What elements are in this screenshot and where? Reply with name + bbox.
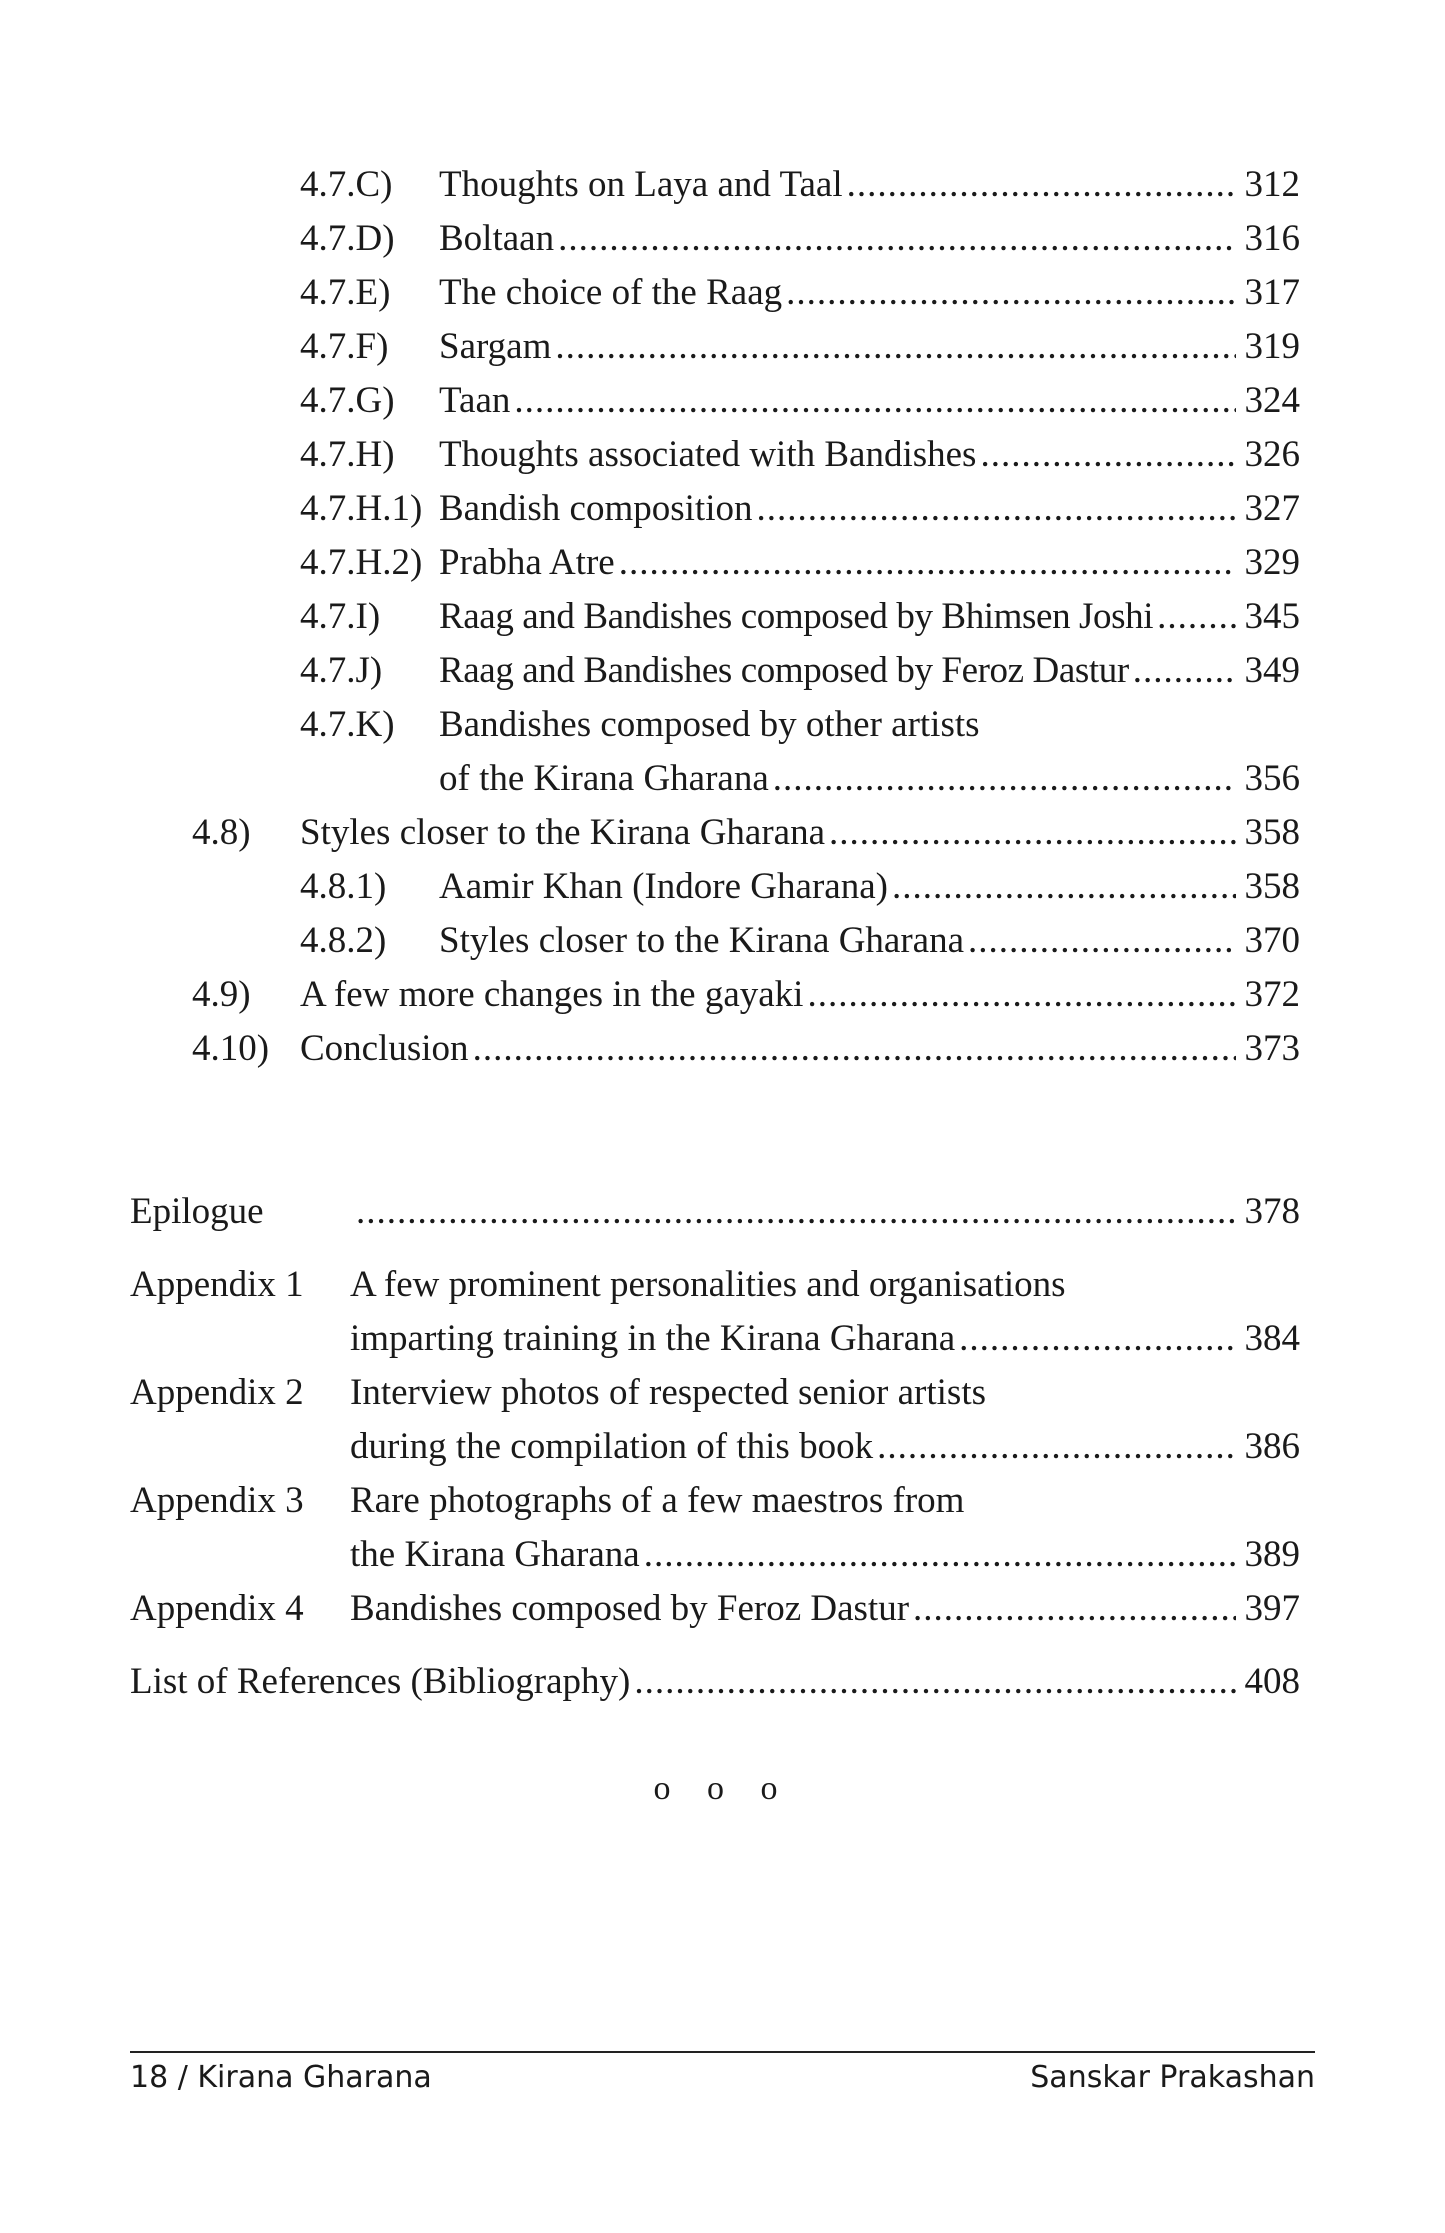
toc-entry-4-7-k <box>300 698 1300 752</box>
entry-title: Bandishes composed by Feroz Dastur <box>350 1588 910 1629</box>
dot-leader <box>752 482 1236 536</box>
toc-entry-4-7-h-2 <box>300 536 1300 590</box>
dot-leader <box>615 536 1236 590</box>
entry-title: List of References (Bibliography) <box>130 1661 631 1702</box>
entry-label: Appendix 2 <box>130 1372 304 1413</box>
entry-page-number: 378 <box>1244 1191 1300 1232</box>
entry-number: 4.7.D) <box>300 218 395 259</box>
entry-title-continued: the Kirana Gharana <box>350 1534 640 1575</box>
entry-number: 4.7.F) <box>300 326 389 367</box>
entry-number: 4.7.C) <box>300 164 393 205</box>
entry-page-number: 345 <box>1244 596 1300 637</box>
entry-title: Conclusion <box>300 1028 469 1069</box>
entry-title: Prabha Atre <box>439 542 615 583</box>
entry-title: Bandishes composed by other artists <box>439 704 980 745</box>
dot-leader <box>782 266 1236 320</box>
toc-entry-references <box>130 1655 1300 1709</box>
entry-number: 4.7.J) <box>300 650 383 691</box>
dot-leader <box>510 374 1236 428</box>
entry-title: Aamir Khan (Indore Gharana) <box>439 866 888 907</box>
entry-label: Appendix 4 <box>130 1588 304 1629</box>
toc-entry-4-8-2 <box>300 914 1300 968</box>
dot-leader <box>1129 644 1236 698</box>
toc-entry-4-7-c <box>300 158 1300 212</box>
entry-number: 4.7.H.2) <box>300 542 423 583</box>
entry-page-number: 356 <box>1244 758 1300 799</box>
footer-divider <box>130 2051 1315 2053</box>
dot-leader <box>1153 590 1236 644</box>
entry-page-number: 327 <box>1244 488 1300 529</box>
toc-entry-4-8 <box>192 806 1300 860</box>
dot-leader <box>551 320 1236 374</box>
dot-leader <box>843 158 1236 212</box>
footer-right: Sanskar Prakashan <box>1030 2060 1315 2095</box>
entry-title-continued: during the compilation of this book <box>350 1426 874 1467</box>
entry-page-number: 329 <box>1244 542 1300 583</box>
dot-leader <box>769 752 1236 806</box>
toc-entry-4-8-1 <box>300 860 1300 914</box>
toc-entry-appendix-2 <box>130 1366 1300 1420</box>
toc-entry-4-7-h-1 <box>300 482 1300 536</box>
footer-left: 18 / Kirana Gharana <box>130 2060 432 2095</box>
entry-number: 4.8.1) <box>300 866 387 907</box>
entry-page-number: 373 <box>1244 1028 1300 1069</box>
entry-number: 4.7.G) <box>300 380 395 421</box>
toc-entry-4-7-d <box>300 212 1300 266</box>
entry-title: Thoughts associated with Bandishes <box>439 434 977 475</box>
dot-leader <box>976 428 1236 482</box>
dot-leader <box>554 212 1236 266</box>
entry-title: Styles closer to the Kirana Gharana <box>439 920 965 961</box>
entry-title: Raag and Bandishes composed by Feroz Dastur <box>439 650 1129 691</box>
entry-number: 4.8.2) <box>300 920 387 961</box>
entry-title: Interview photos of respected senior artists <box>350 1372 987 1413</box>
entry-title: Sargam <box>439 326 552 367</box>
entry-title: Boltaan <box>439 218 555 259</box>
entry-page-number: 316 <box>1244 218 1300 259</box>
entry-title: A few more changes in the gayaki <box>300 974 804 1015</box>
section-separator: o o o <box>653 1770 792 1807</box>
toc-entry-4-7-f <box>300 320 1300 374</box>
dot-leader <box>356 1185 1236 1239</box>
toc-entry-4-7-j <box>300 644 1300 698</box>
dot-leader <box>825 806 1236 860</box>
entry-page-number: 372 <box>1244 974 1300 1015</box>
entry-title: The choice of the Raag <box>439 272 783 313</box>
entry-title: Styles closer to the Kirana Gharana <box>300 812 826 853</box>
entry-title: Rare photographs of a few maestros from <box>350 1480 965 1521</box>
toc-entry-appendix-3-continued <box>350 1528 1300 1582</box>
toc-entry-4-7-i <box>300 590 1300 644</box>
toc-entry-4-7-h <box>300 428 1300 482</box>
entry-page-number: 319 <box>1244 326 1300 367</box>
toc-entry-4-7-k-continued <box>439 752 1300 806</box>
entry-page-number: 358 <box>1244 812 1300 853</box>
entry-page-number: 358 <box>1244 866 1300 907</box>
toc-entry-appendix-1 <box>130 1258 1300 1312</box>
toc-entry-epilogue <box>130 1185 1300 1239</box>
entry-title: Taan <box>439 380 511 421</box>
entry-page-number: 326 <box>1244 434 1300 475</box>
toc-entry-appendix-2-continued <box>350 1420 1300 1474</box>
entry-page-number: 370 <box>1244 920 1300 961</box>
entry-number: 4.7.H.1) <box>300 488 423 529</box>
toc-entry-appendix-1-continued <box>350 1312 1300 1366</box>
entry-page-number: 317 <box>1244 272 1300 313</box>
dot-leader <box>909 1582 1236 1636</box>
dot-leader <box>469 1022 1236 1076</box>
entry-page-number: 386 <box>1244 1426 1300 1467</box>
entry-label: Appendix 3 <box>130 1480 304 1521</box>
dot-leader <box>873 1420 1236 1474</box>
toc-entry-appendix-3 <box>130 1474 1300 1528</box>
toc-entry-4-7-g <box>300 374 1300 428</box>
entry-page-number: 397 <box>1244 1588 1300 1629</box>
entry-number: 4.9) <box>192 974 251 1015</box>
dot-leader <box>955 1312 1236 1366</box>
entry-number: 4.8) <box>192 812 251 853</box>
dot-leader <box>803 968 1236 1022</box>
entry-page-number: 408 <box>1244 1661 1300 1702</box>
entry-title: Thoughts on Laya and Taal <box>439 164 843 205</box>
entry-label: Epilogue <box>130 1191 264 1232</box>
entry-title-continued: imparting training in the Kirana Gharana <box>350 1318 956 1359</box>
entry-page-number: 312 <box>1244 164 1300 205</box>
entry-number: 4.7.H) <box>300 434 395 475</box>
entry-number: 4.10) <box>192 1028 270 1069</box>
toc-entry-4-7-e <box>300 266 1300 320</box>
toc-entry-4-10 <box>192 1022 1300 1076</box>
toc-entry-appendix-4 <box>130 1582 1300 1636</box>
entry-page-number: 324 <box>1244 380 1300 421</box>
entry-label: Appendix 1 <box>130 1264 304 1305</box>
entry-page-number: 384 <box>1244 1318 1300 1359</box>
dot-leader <box>888 860 1236 914</box>
entry-title-continued: of the Kirana Gharana <box>439 758 769 799</box>
toc-entry-4-9 <box>192 968 1300 1022</box>
entry-title: Raag and Bandishes composed by Bhimsen Joshi <box>439 596 1154 637</box>
entry-number: 4.7.K) <box>300 704 395 745</box>
dot-leader <box>630 1655 1236 1709</box>
entry-title: A few prominent personalities and organisations <box>350 1264 1066 1305</box>
dot-leader <box>640 1528 1236 1582</box>
entry-page-number: 389 <box>1244 1534 1300 1575</box>
dot-leader <box>964 914 1236 968</box>
entry-page-number: 349 <box>1244 650 1300 691</box>
entry-number: 4.7.I) <box>300 596 381 637</box>
entry-title: Bandish composition <box>439 488 753 529</box>
entry-number: 4.7.E) <box>300 272 391 313</box>
